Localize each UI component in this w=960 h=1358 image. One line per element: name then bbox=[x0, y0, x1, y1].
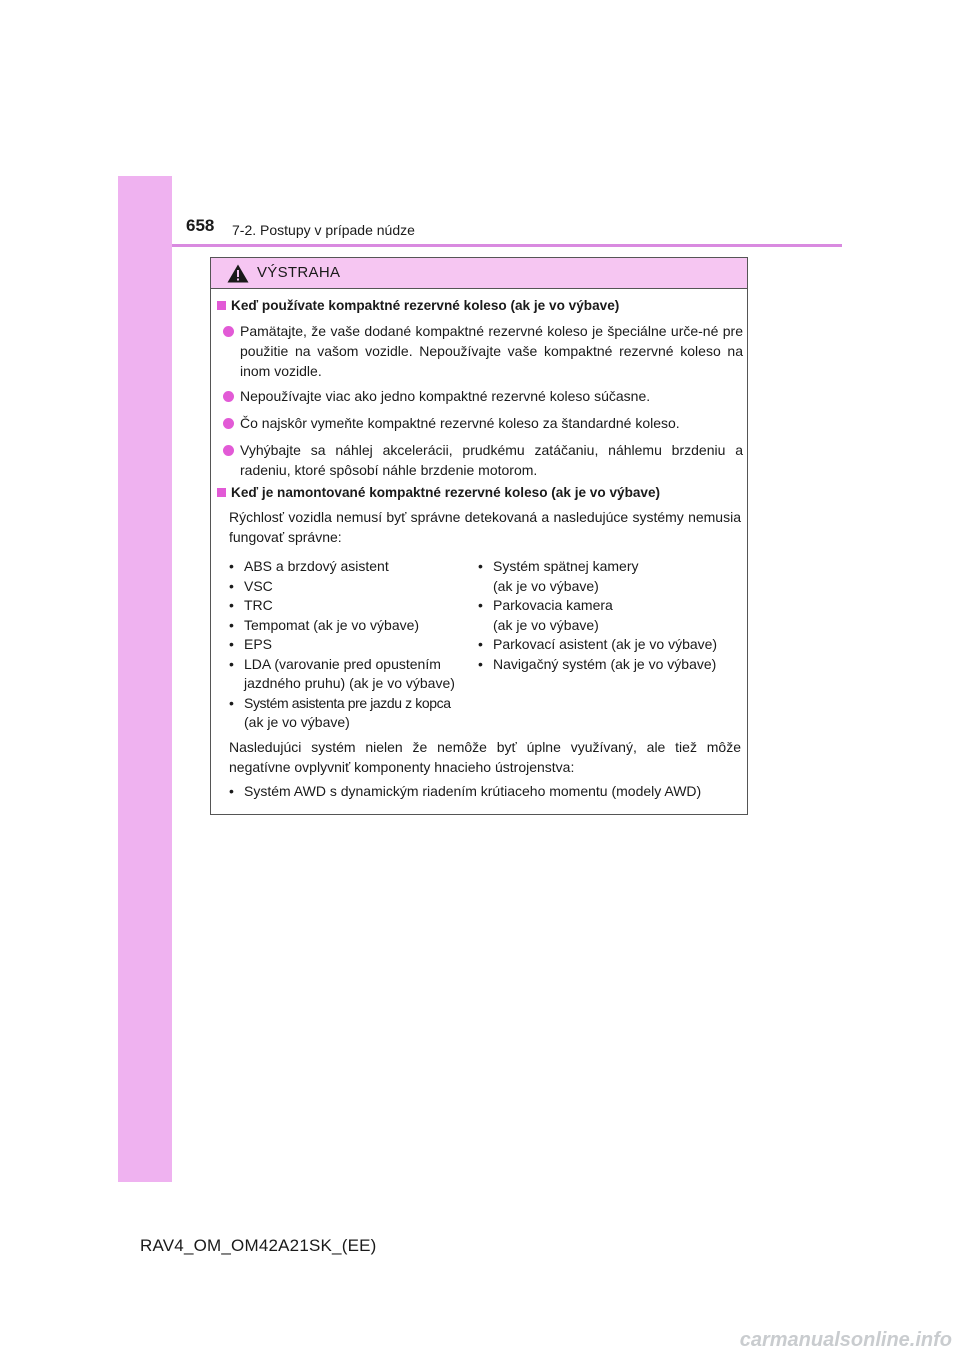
list-item: • Parkovací asistent (ak je vo výbave) bbox=[478, 635, 717, 655]
note-list bbox=[229, 782, 701, 802]
heading-text: Keď používate kompaktné rezervné koleso (ak je vo výbave) bbox=[231, 298, 620, 313]
systems-list-right bbox=[478, 557, 717, 674]
list-item bbox=[223, 440, 743, 480]
list-item bbox=[223, 413, 743, 433]
systems-list-left bbox=[229, 557, 455, 733]
heading-text: Keď je namontované kompaktné rezervné koleso (ak je vo výbave) bbox=[231, 485, 661, 500]
list-item bbox=[223, 386, 743, 406]
circle-bullet-icon bbox=[223, 418, 234, 429]
section-title: 7-2. Postupy v prípade núdze bbox=[232, 222, 415, 238]
square-bullet-icon bbox=[217, 301, 226, 310]
list-item: • EPS bbox=[229, 635, 455, 655]
section-heading-compact-spare-mounted bbox=[217, 485, 660, 500]
warning-triangle-icon bbox=[227, 264, 249, 283]
list-item: • Navigačný systém (ak je vo výbave) bbox=[478, 655, 717, 675]
list-item: • Systém spätnej kamery (ak je vo výbave) bbox=[478, 557, 717, 596]
list-item bbox=[223, 321, 743, 381]
list-item: • Parkovacia kamera (ak je vo výbave) bbox=[478, 596, 717, 635]
header-rule bbox=[172, 244, 842, 247]
warning-box bbox=[210, 257, 748, 815]
bullet-text: Vyhýbajte sa náhlej akcelerácii, prudkému zatáčaniu, náhlemu brzdeniu a radeniu, ktoré spôsobí náhle brzdenie motorom. bbox=[240, 442, 743, 478]
bullet-text: Pamätajte, že vaše dodané kompaktné rezervné koleso je špeciálne urče-né pre použitie na vašom vozidle. Nepoužívajte vaše kompaktné rezervné koleso na inom vozidle. bbox=[240, 323, 743, 379]
list-item: • ABS a brzdový asistent bbox=[229, 557, 455, 577]
note-paragraph: Nasledujúci systém nielen že nemôže byť úplne využívaný, ale tiež môže negatívne ovplyvniť komponenty hnacieho ústrojenstva: bbox=[229, 739, 741, 775]
circle-bullet-icon bbox=[223, 445, 234, 456]
document-code-footer: RAV4_OM_OM42A21SK_(EE) bbox=[140, 1236, 377, 1255]
circle-bullet-icon bbox=[223, 326, 234, 337]
warning-title: VÝSTRAHA bbox=[257, 264, 341, 281]
chapter-sidebar-tab bbox=[118, 176, 172, 1182]
list-item: • VSC bbox=[229, 577, 455, 597]
page-number: 658 bbox=[186, 216, 215, 235]
circle-bullet-icon bbox=[223, 391, 234, 402]
intro-paragraph: Rýchlosť vozidla nemusí byť správne detekovaná a nasledujúce systémy nemusia fungovať správne: bbox=[229, 509, 741, 545]
warning-header bbox=[211, 258, 747, 289]
section-heading-compact-spare-use bbox=[217, 298, 619, 313]
list-item: • Tempomat (ak je vo výbave) bbox=[229, 616, 455, 636]
square-bullet-icon bbox=[217, 488, 226, 497]
bullet-text: Čo najskôr vymeňte kompaktné rezervné koleso za štandardné koleso. bbox=[240, 415, 680, 431]
bullet-text: Nepoužívajte viac ako jedno kompaktné rezervné koleso súčasne. bbox=[240, 388, 651, 404]
list-item: • Systém asistenta pre jazdu z kopca (ak je vo výbave) bbox=[229, 694, 455, 733]
watermark: carmanualsonline.info bbox=[739, 1329, 952, 1351]
list-item: • Systém AWD s dynamickým riadením krútiaceho momentu (modely AWD) bbox=[229, 782, 701, 802]
list-item: • LDA (varovanie pred opustením jazdného pruhu) (ak je vo výbave) bbox=[229, 655, 455, 694]
list-item: • TRC bbox=[229, 596, 455, 616]
